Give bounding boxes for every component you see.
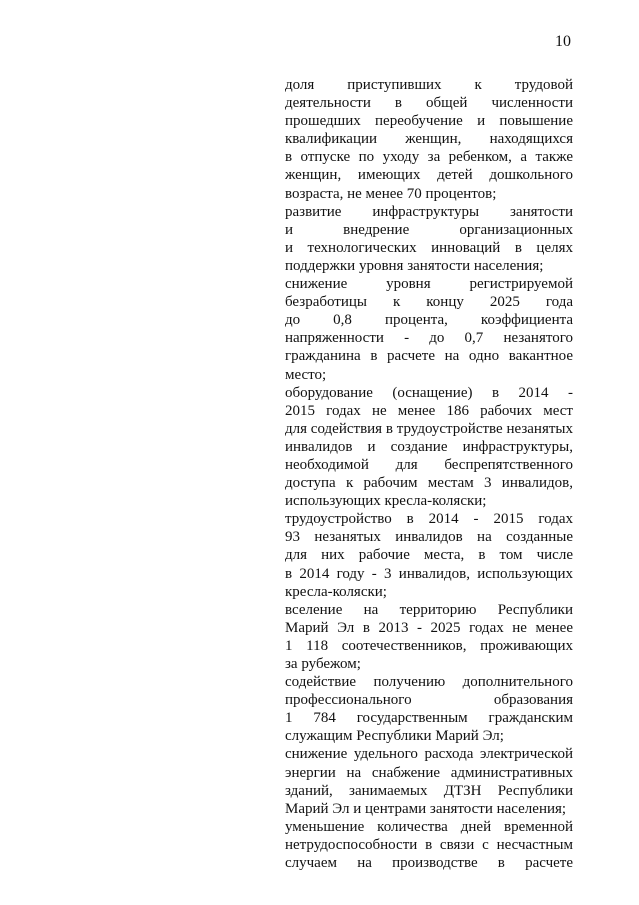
text-line: 1 784 государственным гражданским	[285, 710, 573, 727]
text-line: кресла-коляски;	[285, 583, 387, 600]
text-line: доля приступивших к трудовой	[285, 77, 573, 93]
paragraph	[285, 673, 573, 745]
text-line: случаем на производстве в расчете	[285, 855, 573, 872]
text-line: профессионального образования	[285, 692, 573, 709]
page-number: 10	[555, 33, 571, 50]
text-line: снижение удельного расхода электрической	[285, 746, 573, 763]
text-line: квалификации женщин, находящихся	[285, 131, 573, 148]
text-line: использующих кресла-коляски;	[285, 493, 487, 510]
text-line: прошедших переобучение и повышение	[285, 113, 573, 130]
text-line: Марий Эл в 2013 - 2025 годах не менее	[285, 619, 573, 636]
text-line: содействие получению дополнительного	[285, 674, 573, 691]
text-line: доступа к рабочим местам 3 инвалидов,	[285, 475, 573, 492]
text-line: трудоустройство в 2014 - 2015 годах	[285, 511, 573, 528]
text-line: для содействия в трудоустройстве незанятых	[285, 420, 573, 437]
paragraph	[285, 818, 573, 872]
text-line: деятельности в общей численности	[285, 95, 573, 112]
text-line: Марий Эл и центрами занятости населения;	[285, 800, 567, 817]
text-line: за рубежом;	[285, 656, 361, 672]
text-line: уменьшение количества дней временной	[285, 818, 573, 835]
text-line: поддержки уровня занятости населения;	[285, 257, 544, 274]
paragraph	[285, 384, 573, 511]
paragraph	[285, 203, 573, 275]
text-line: и технологических инноваций в целях	[285, 239, 573, 256]
text-line: зданий, занимаемых ДТЗН Республики	[285, 782, 573, 799]
text-line: в отпуске по уходу за ребенком, а также	[285, 149, 573, 166]
text-line: оборудование (оснащение) в 2014 -	[285, 384, 573, 401]
text-line: снижение уровня регистрируемой	[285, 276, 573, 293]
text-line: женщин, имеющих детей дошкольного	[285, 167, 573, 184]
text-line: до 0,8 процента, коэффициента	[285, 312, 573, 329]
text-line: 2015 годах не менее 186 рабочих мест	[285, 402, 573, 419]
text-line: безработицы к концу 2025 года	[285, 294, 573, 311]
paragraph	[285, 745, 573, 817]
text-line: нетрудоспособности в связи с несчастным	[285, 836, 573, 853]
paragraph	[285, 76, 573, 203]
document-body	[285, 76, 573, 872]
text-line: в 2014 году - 3 инвалидов, использующих	[285, 565, 573, 582]
text-line: энергии на снабжение административных	[285, 764, 573, 781]
text-line: вселение на территорию Республики	[285, 601, 573, 618]
text-line: развитие инфраструктуры занятости	[285, 203, 573, 220]
text-line: служащим Республики Марий Эл;	[285, 728, 504, 745]
text-line: для них рабочие места, в том числе	[285, 547, 573, 564]
text-line: гражданина в расчете на одно вакантное	[285, 348, 573, 365]
text-line: напряженности - до 0,7 незанятого	[285, 330, 573, 347]
text-line: и внедрение организационных	[285, 221, 573, 238]
text-line: место;	[285, 366, 327, 383]
text-line: возраста, не менее 70 процентов;	[285, 185, 497, 202]
text-line: необходимой для беспрепятственного	[285, 456, 573, 473]
paragraph	[285, 601, 573, 673]
text-line: 1 118 соотечественников, проживающих	[285, 637, 573, 654]
text-line: инвалидов и создание инфраструктуры,	[285, 438, 573, 455]
paragraph	[285, 510, 573, 600]
paragraph	[285, 275, 573, 384]
text-line: 93 незанятых инвалидов на созданные	[285, 529, 573, 546]
